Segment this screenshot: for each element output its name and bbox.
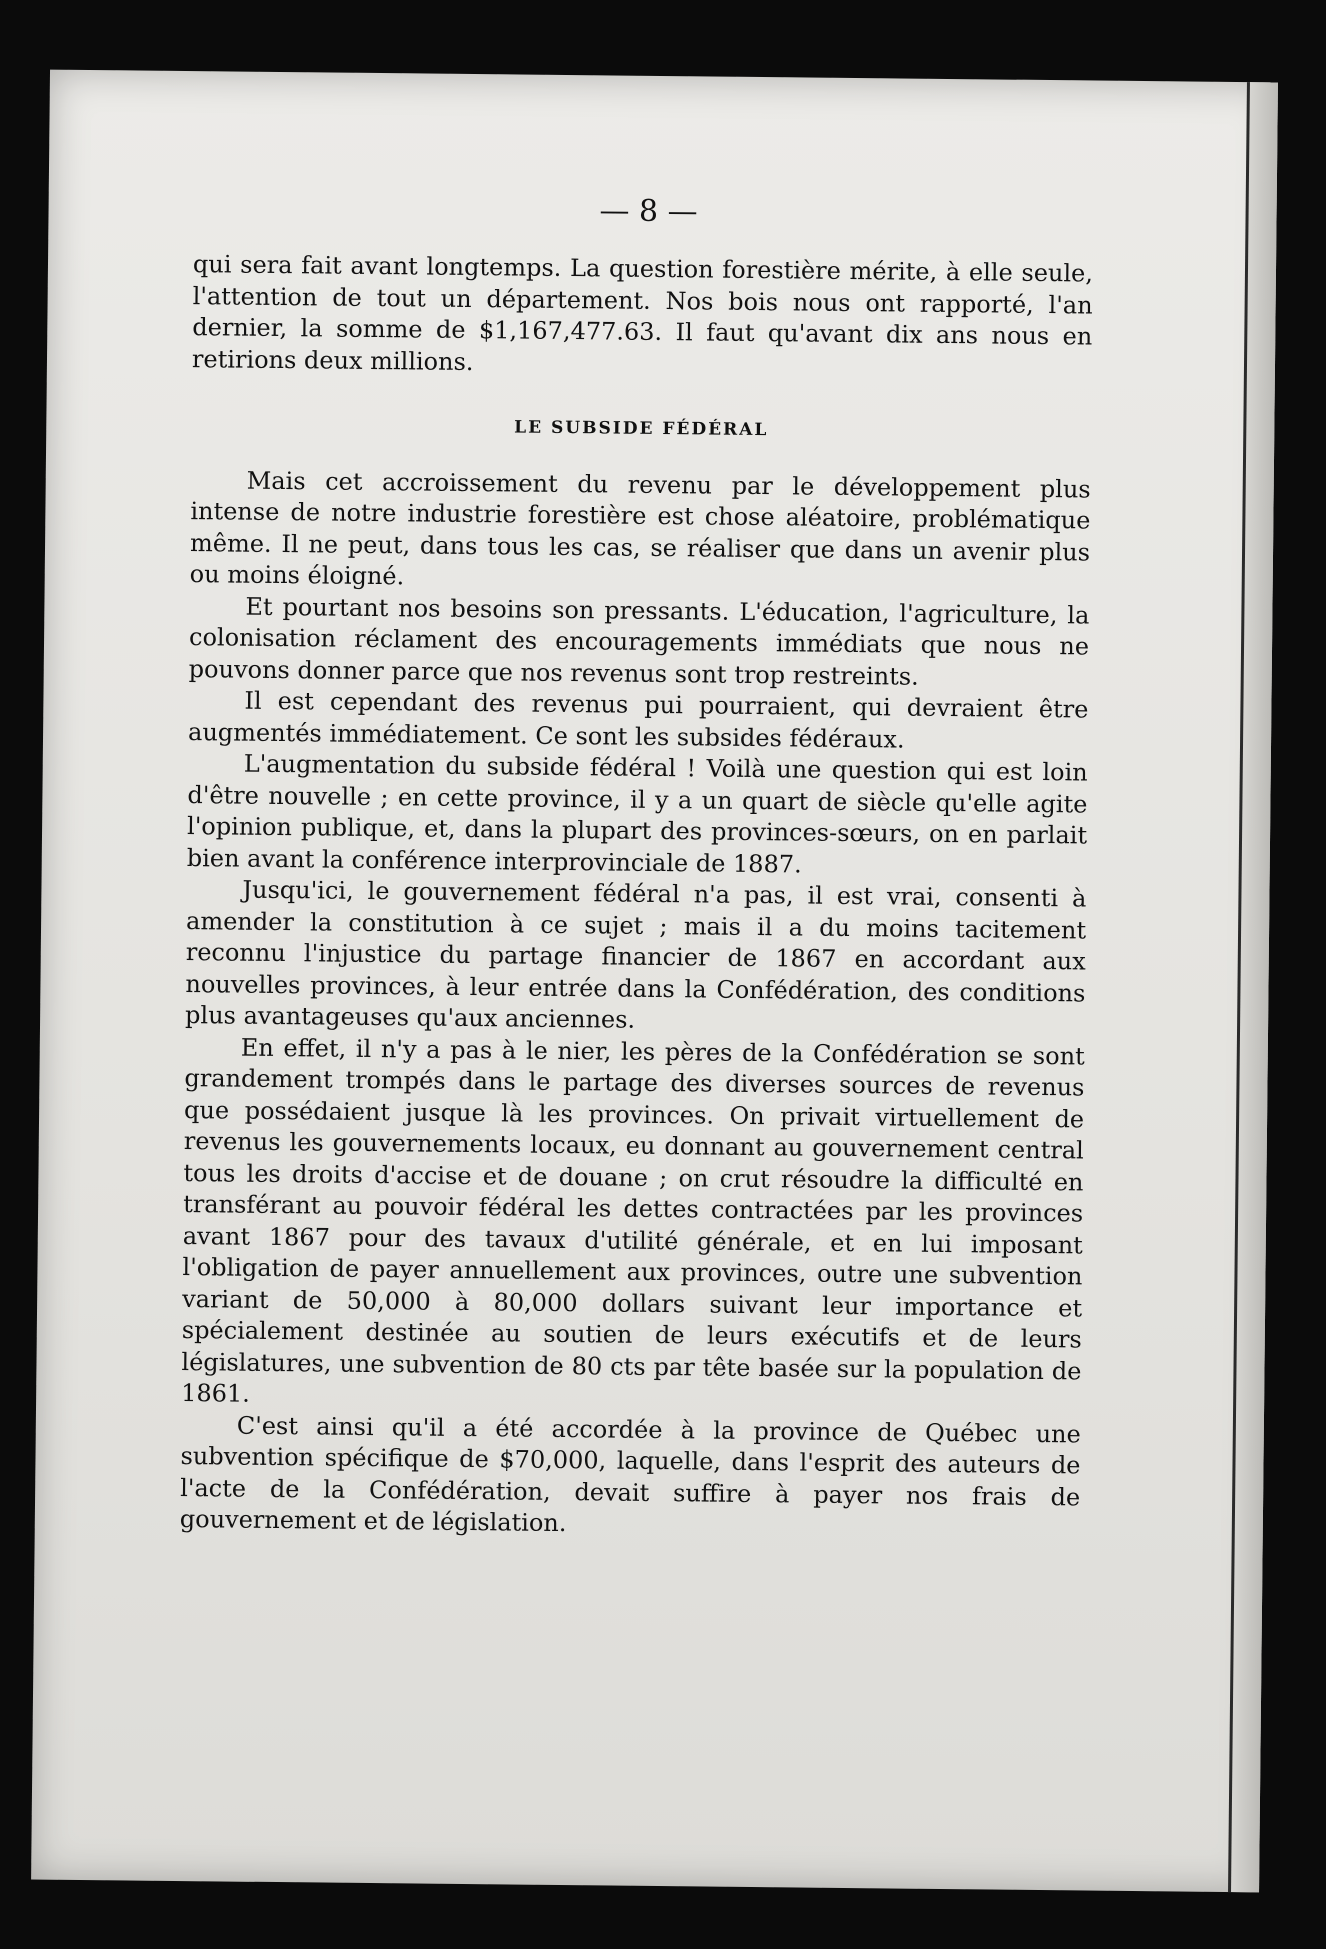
body-text [180, 249, 1093, 1545]
paragraph-4: Il est cependant des revenus pui pourraient, qui devraient être augmentés immédiatement. Ce sont les subsides fédéraux. [187, 686, 1089, 754]
paragraph-8: C'est ainsi qu'il a été accordée à la province de Québec une subvention spécifique de $70,000, laquelle, dans l'esprit des auteurs de l'acte de la Confédération, devait suffire à payer nos frais de gouvernement et de législation. [179, 1411, 1081, 1538]
paragraph-1: qui sera fait avant longtemps. La question forestière mérite, à elle seule, l'attention de tout un département. Nos bois nous ont rapporté, l'an dernier, la somme de $1,167,477.63. Il faut qu'avant dix ans nous en retirions deux millions. [191, 250, 1094, 376]
paragraph-2: Mais cet accroissement du revenu par le développement plus intense de notre industrie forestière est chose aléatoire, problématique même. Il ne peut, dans tous les cas, se réaliser que dans un avenir plus ou moins éloigné. [189, 466, 1091, 591]
paragraph-7: En effet, il n'y a pas à le nier, les pères de la Confédération se sont grandement trompés dans le partage des diverses sources de revenus que possédaient jusque là les provinces. On privait virtuellement de revenus les gouvernements locaux, eu donnant au gouvernement central tous les droits d'accise et de douane ; on crut résoudre la difficulté en transférant au pouvoir fédéral les dettes contractées par les provinces avant 1867 pour des tavaux d'utilité générale, et en lui imposant l'obligation de payer annuellement aux provinces, outre une subvention variant de 50,000 à 80,000 dollars suivant leur importance et spécialement destinée au soutien de leurs exécutifs et de leurs législatures, une subvention de 80 cts par tête basée sur la population de 1861. [181, 1033, 1085, 1408]
section-heading: LE SUBSIDE FÉDÉRAL [514, 417, 769, 441]
document-page [31, 70, 1278, 1893]
page-edge [1228, 82, 1278, 1892]
paragraph-6: Jusqu'ici, le gouvernement fédéral n'a pas, il est vrai, consenti à amender la constitution à ce sujet ; mais il a du moins tacitement reconnu l'injustice du partage financier de 1867 en accordant aux nouvelles provinces, à leur entrée dans la Confédération, des conditions plus avantageuses qu'aux anciennes. [184, 875, 1087, 1034]
paragraph-3: Et pourtant nos besoins son pressants. L'éducation, l'agriculture, la colonisation réclament des encouragements immédiats que nous ne pouvons donner parce que nos revenus sont trop restreints. [188, 592, 1090, 691]
paragraph-5: L'augmentation du subside fédéral ! Voilà une question qui est loin d'être nouvelle ; en cette province, il y a un quart de siècle qu'elle agite l'opinion publique, et, dans la plupart des provinces-sœurs, on en parlait bien avant la conférence interprovinciale de 1887. [186, 749, 1088, 878]
page-number: — 8 — [599, 193, 698, 230]
